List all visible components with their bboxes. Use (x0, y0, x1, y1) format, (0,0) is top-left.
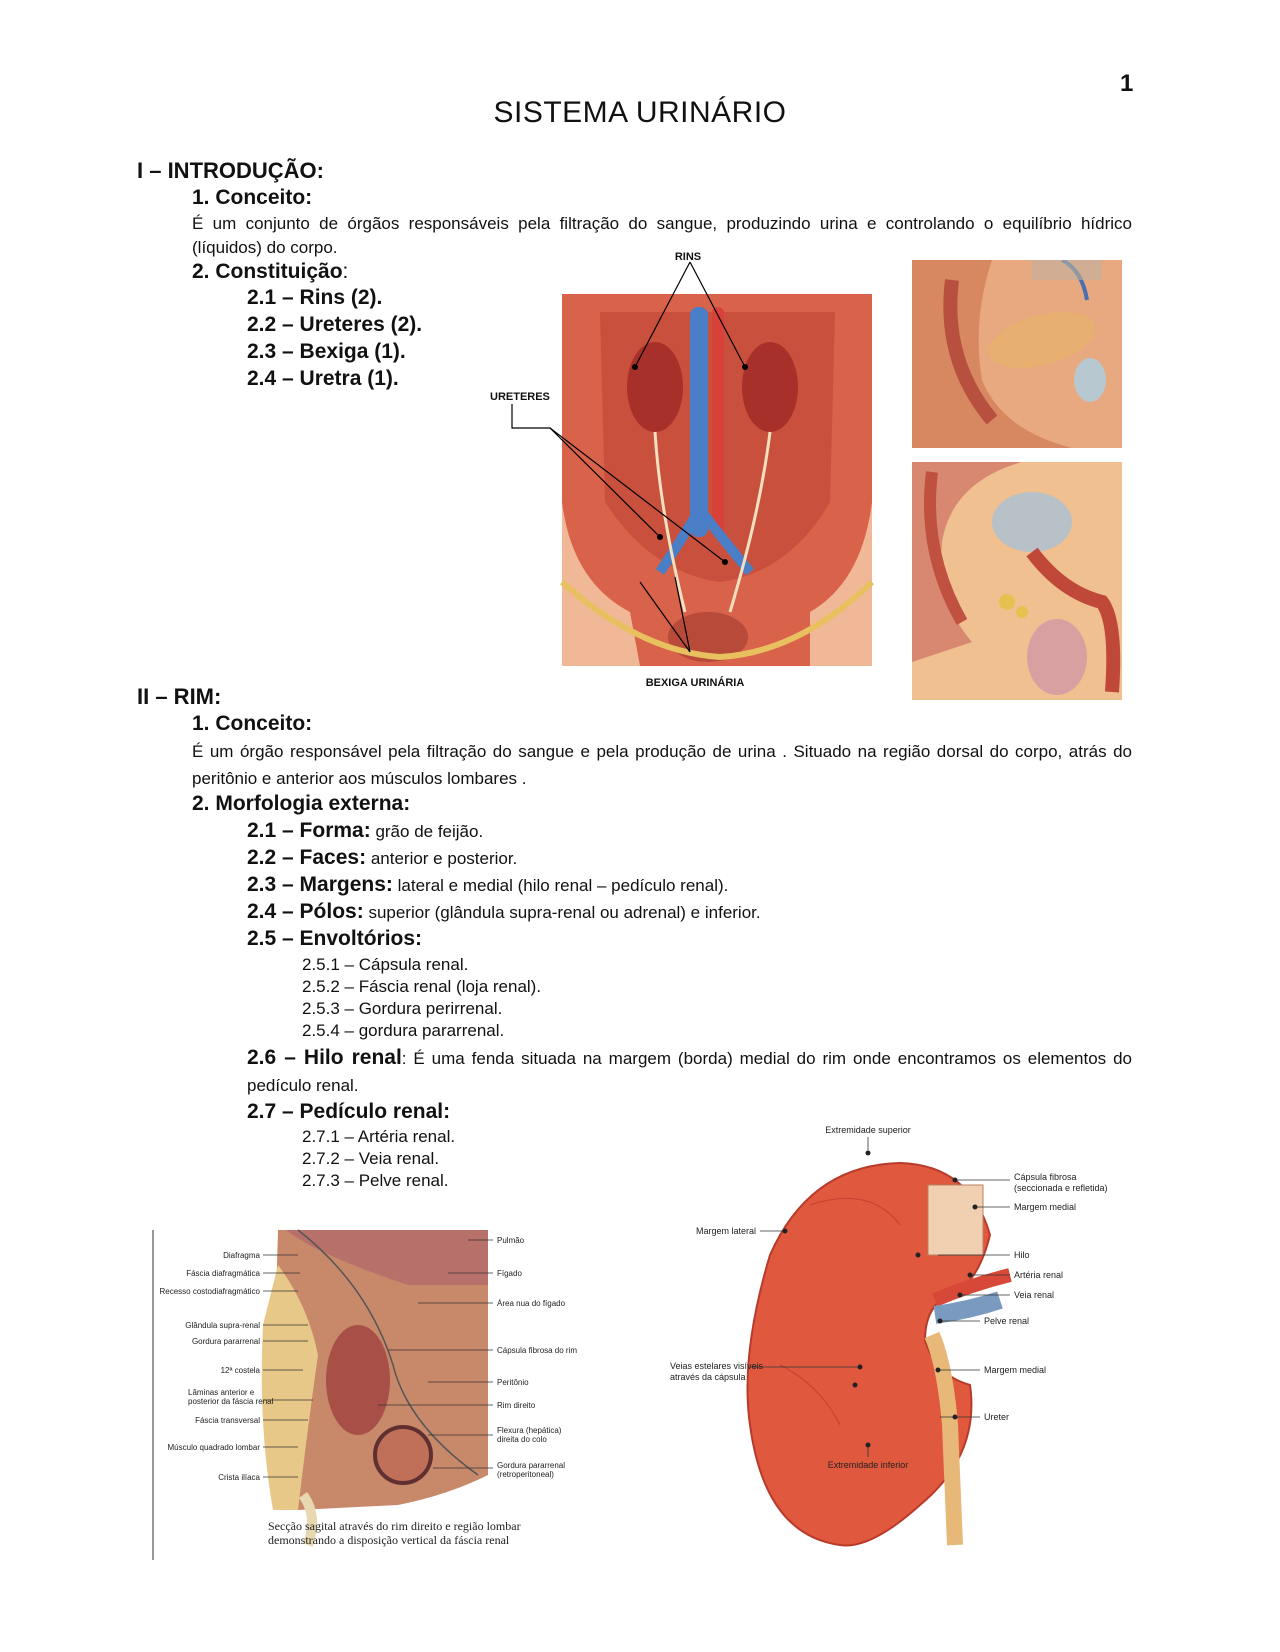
label-extremidade-superior: Extremidade superior (825, 1125, 911, 1135)
page-number: 1 (1120, 70, 1134, 97)
caption-line-2: demonstrando a disposição vertical da fáscia renal (268, 1533, 510, 1547)
label-recesso: Recesso costodiafragmático (159, 1287, 260, 1296)
pediculo-item: 2.7.1 – Artéria renal. (302, 1127, 456, 1146)
label-bexiga: BEXIGA URINÁRIA (645, 677, 745, 689)
hilo-item: 2.6 – Hilo renal: É uma fenda situada na margem (borda) medial do rim onde encontramos os elementos do pedículo renal. (247, 1046, 1132, 1095)
label-peritonio: Peritônio (497, 1378, 529, 1387)
intro-conceito-text: É um conjunto de órgãos responsáveis pela filtração do sangue, produzindo urina e controlando o equilíbrio hídrico (líquidos) do corpo. (192, 214, 1132, 257)
rim-conceito-heading: 1. Conceito: (192, 712, 313, 735)
label-pulmao: Pulmão (497, 1236, 525, 1245)
envoltorio-item: 2.5.4 – gordura pararrenal. (302, 1021, 505, 1040)
page-title: SISTEMA URINÁRIO (493, 96, 787, 129)
vena-cava-shape (690, 307, 708, 537)
label-glandula: Glândula supra-renal (185, 1321, 260, 1330)
label-costela: 12ª costela (220, 1366, 260, 1375)
urinary-system-figure (490, 252, 900, 697)
intro-constituicao-heading: 2. Constituição: (192, 260, 349, 283)
faces-item: 2.2 – Faces: anterior e posterior. (247, 846, 518, 869)
label-ureter: Ureter (984, 1412, 1010, 1422)
label-extremidade-inferior: Extremidade inferior (827, 1460, 909, 1470)
label-figado: Fígado (497, 1269, 522, 1278)
label-area-nua: Área nua do fígado (497, 1299, 566, 1308)
constituicao-item: 2.1 – Rins (2). (247, 286, 383, 309)
label-pelve-renal: Pelve renal (984, 1316, 1030, 1326)
envoltorios-heading: 2.5 – Envoltórios: (247, 927, 423, 950)
male-pelvis-figure (912, 462, 1122, 700)
label-veias-1: Veias estelares visíveis (670, 1361, 764, 1371)
pediculo-item: 2.7.3 – Pelve renal. (302, 1171, 449, 1190)
polos-item: 2.4 – Pólos: superior (glândula supra-renal ou adrenal) e inferior. (247, 900, 761, 923)
label-flexura-1: Flexura (hepática) (497, 1426, 562, 1435)
constituicao-item: 2.3 – Bexiga (1). (247, 340, 406, 363)
label-rim-direito: Rim direito (497, 1401, 536, 1410)
label-capsula-rim: Cápsula fibrosa do rim (497, 1346, 578, 1355)
label-veias-2: através da cápsula (670, 1372, 746, 1382)
margens-item: 2.3 – Margens: lateral e medial (hilo renal – pedículo renal). (247, 873, 729, 896)
label-gordura-retro-2: (retroperitoneal) (497, 1470, 554, 1479)
label-crista: Crista ilíaca (218, 1473, 260, 1482)
bladder-shape (1074, 358, 1106, 402)
kidney-shape (326, 1325, 390, 1435)
label-margem-medial: Margem medial (984, 1365, 1047, 1375)
label-laminas-1: Lâminas anterior e (188, 1388, 255, 1397)
label-margem-lateral: Margem lateral (695, 1226, 756, 1236)
label-ureteres: URETERES (490, 391, 550, 403)
constituicao-item: 2.4 – Uretra (1). (247, 367, 399, 390)
caption-line-1: Secção sagital através do rim direito e região lombar (268, 1519, 521, 1533)
label-arteria-renal: Artéria renal (1014, 1270, 1064, 1280)
section-intro-heading: I – INTRODUÇÃO: (137, 158, 324, 183)
label-veia-renal: Veia renal (1014, 1290, 1055, 1300)
pediculo-item: 2.7.2 – Veia renal. (302, 1149, 440, 1168)
label-fascia-transversal: Fáscia transversal (195, 1416, 260, 1425)
kidney-external-figure (670, 1125, 1140, 1555)
label-gordura-retro-1: Gordura pararrenal (497, 1461, 566, 1470)
label-fascia-diafragmatica: Fáscia diafragmática (186, 1269, 260, 1278)
label-margem-medial-top: Margem medial (1014, 1202, 1077, 1212)
testis-shape (1027, 619, 1087, 695)
label-hilo: Hilo (1014, 1250, 1030, 1260)
envoltorio-item: 2.5.1 – Cápsula renal. (302, 955, 469, 974)
label-gordura-pararrenal: Gordura pararrenal (191, 1337, 260, 1346)
bladder-shape (992, 492, 1072, 552)
label-musculo: Músculo quadrado lombar (167, 1443, 260, 1452)
label-capsula-2: (seccionada e refletida) (1014, 1183, 1108, 1193)
envoltorio-item: 2.5.3 – Gordura perirrenal. (302, 999, 503, 1018)
constituicao-item: 2.2 – Ureteres (2). (247, 313, 423, 336)
sagittal-section-figure (148, 1225, 588, 1565)
kidney-right-shape (742, 342, 798, 432)
section-rim-heading: II – RIM: (137, 684, 222, 709)
label-rins: RINS (674, 252, 702, 263)
kidney-left-shape (627, 342, 683, 432)
morfologia-heading: 2. Morfologia externa: (192, 792, 411, 815)
forma-item: 2.1 – Forma: grão de feijão. (247, 819, 484, 842)
label-diafragma: Diafragma (223, 1251, 260, 1260)
female-pelvis-figure (912, 260, 1122, 448)
capsule-reflected-shape (928, 1185, 983, 1255)
envoltorio-item: 2.5.2 – Fáscia renal (loja renal). (302, 977, 542, 996)
rim-conceito-text: É um órgão responsável pela filtração do sangue e pela produção de urina . Situado na região dorsal do corpo, atrás do peritônio e anterior aos músculos lombares . (192, 742, 1132, 788)
label-flexura-2: direita do colo (497, 1435, 547, 1444)
pediculo-heading: 2.7 – Pedículo renal: (247, 1100, 451, 1123)
label-laminas-2: posterior da fáscia renal (188, 1397, 274, 1406)
intro-conceito-heading: 1. Conceito: (192, 186, 313, 209)
colon-shape (375, 1427, 431, 1483)
aorta-shape (712, 307, 724, 537)
label-capsula-1: Cápsula fibrosa (1014, 1172, 1077, 1182)
